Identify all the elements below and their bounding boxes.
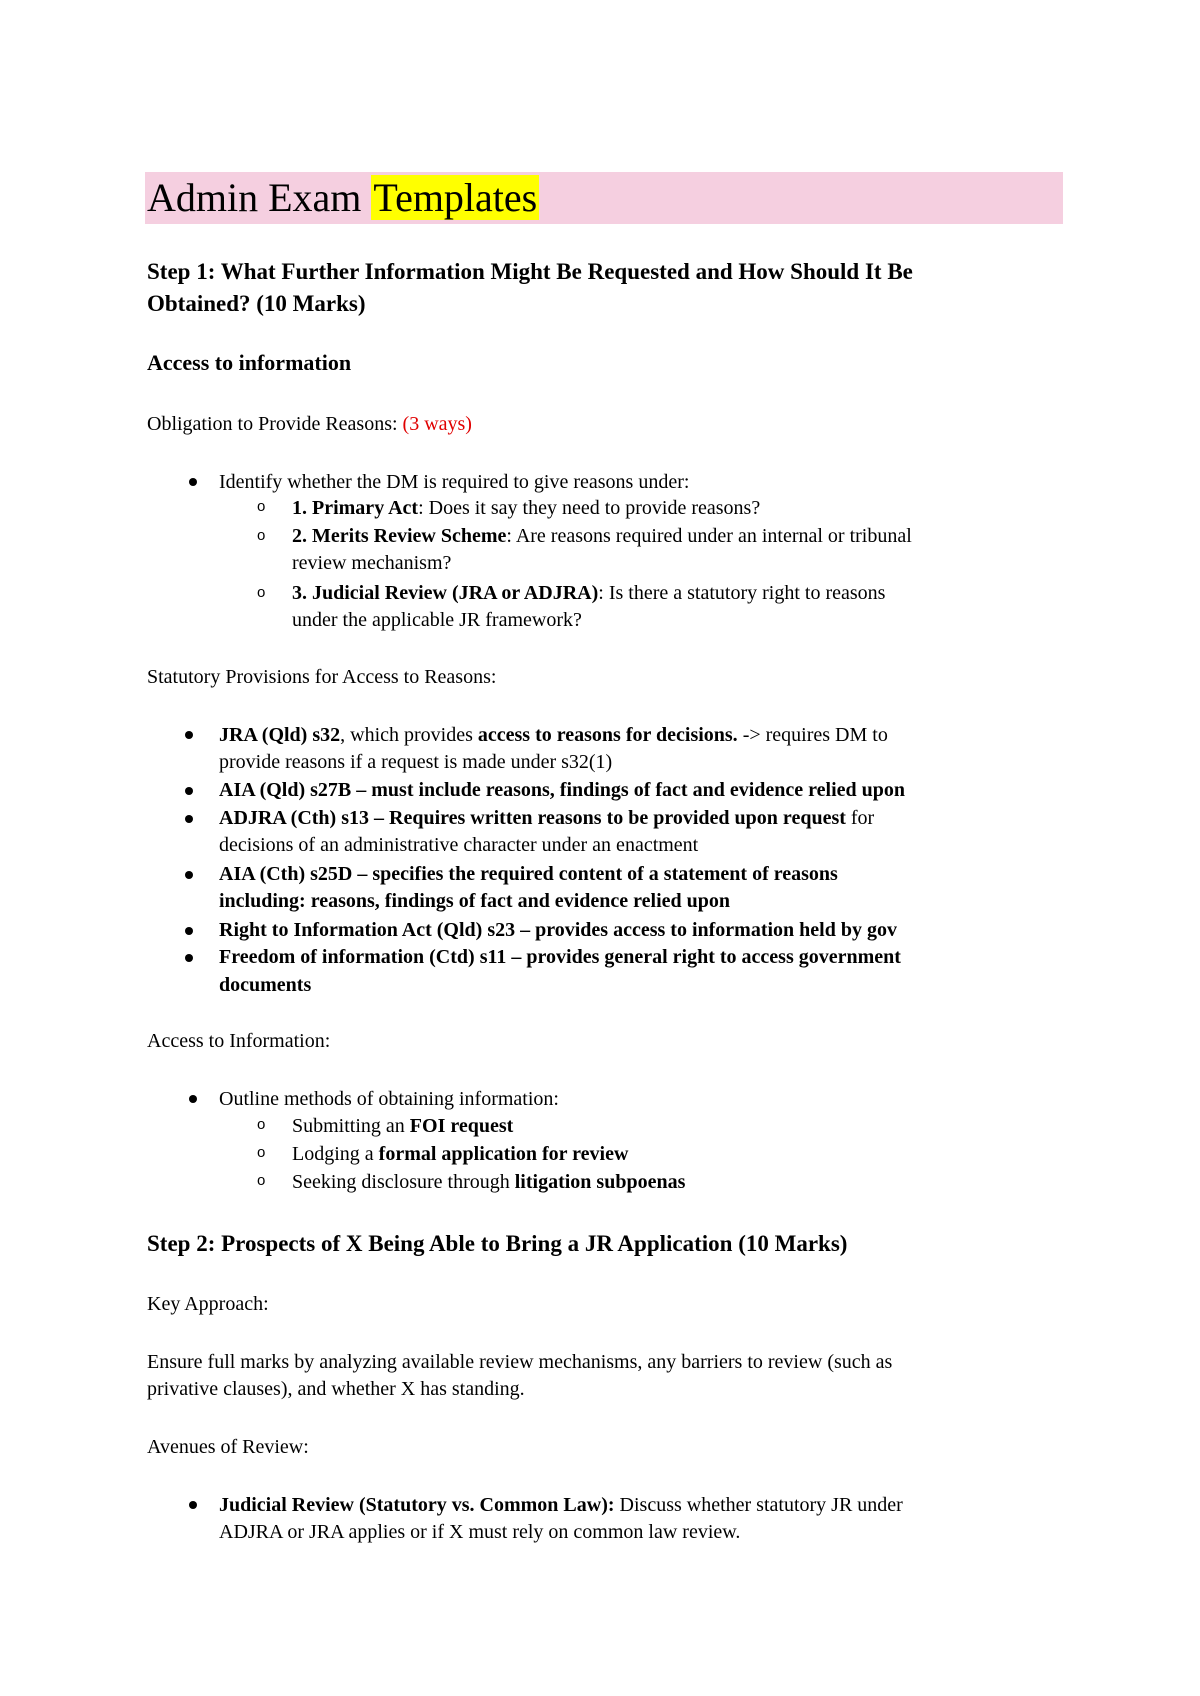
step2-heading: Step 2: Prospects of X Being Able to Bring a JR Application (10 Marks)	[147, 1231, 848, 1256]
statutory-item-6: Freedom of information (Ctd) s11 – provides general right to access government	[219, 946, 901, 968]
page-title	[147, 172, 539, 224]
statutory-item-6-line2: documents	[219, 974, 312, 996]
title-text: Admin Exam	[147, 175, 372, 220]
key-approach-line2: privative clauses), and whether X has standing.	[147, 1378, 525, 1400]
bullet-icon	[185, 815, 193, 823]
obligation-item-3: 3. Judicial Review (JRA or ADJRA): Is there a statutory right to reasons	[292, 582, 886, 604]
access-info-intro: Outline methods of obtaining information:	[219, 1088, 559, 1110]
statutory-item-4-line2: including: reasons, findings of fact and evidence relied upon	[219, 890, 730, 912]
sub-bullet-icon: o	[257, 498, 266, 515]
statutory-item-3-line2: decisions of an administrative character under an enactment	[219, 834, 699, 856]
statutory-item-2: AIA (Qld) s27B – must include reasons, findings of fact and evidence relied upon	[219, 779, 906, 801]
bullet-icon	[185, 871, 193, 879]
statutory-label: Statutory Provisions for Access to Reasons:	[147, 666, 497, 688]
key-approach-line1: Ensure full marks by analyzing available review mechanisms, any barriers to review (such as	[147, 1351, 893, 1373]
obligation-label: Obligation to Provide Reasons: (3 ways)	[147, 413, 472, 435]
bullet-icon	[189, 1095, 197, 1103]
bullet-icon	[189, 478, 197, 486]
sub-bullet-icon: o	[257, 584, 266, 601]
avenues-item-1-line2: ADJRA or JRA applies or if X must rely on common law review.	[219, 1521, 741, 1543]
step1-heading-line1: Step 1: What Further Information Might Be Requested and How Should It Be	[147, 259, 913, 284]
sub-bullet-icon: o	[257, 527, 266, 544]
bullet-icon	[185, 954, 193, 962]
access-info-item-3: Seeking disclosure through litigation subpoenas	[292, 1171, 686, 1193]
obligation-item-1: 1. Primary Act: Does it say they need to provide reasons?	[292, 497, 761, 519]
obligation-item-2-line2: review mechanism?	[292, 552, 452, 574]
access-info-label: Access to Information:	[147, 1030, 331, 1052]
statutory-item-3: ADJRA (Cth) s13 – Requires written reasons to be provided upon request for	[219, 807, 875, 829]
statutory-item-1-line2: provide reasons if a request is made under s32(1)	[219, 751, 613, 773]
statutory-item-4: AIA (Cth) s25D – specifies the required content of a statement of reasons	[219, 863, 838, 885]
sub-bullet-icon: o	[257, 1172, 266, 1189]
access-info-item-1: Submitting an FOI request	[292, 1115, 514, 1137]
avenues-label: Avenues of Review:	[147, 1436, 309, 1458]
step1-heading-line2: Obtained? (10 Marks)	[147, 291, 366, 316]
title-highlighted-word: Templates	[373, 175, 538, 220]
obligation-item-2: 2. Merits Review Scheme: Are reasons required under an internal or tribunal	[292, 525, 912, 547]
obligation-intro: Identify whether the DM is required to give reasons under:	[219, 471, 690, 493]
bullet-icon	[185, 927, 193, 935]
access-to-information-heading: Access to information	[147, 350, 352, 375]
sub-bullet-icon: o	[257, 1144, 266, 1161]
avenues-item-1: Judicial Review (Statutory vs. Common Law): Discuss whether statutory JR under	[219, 1494, 903, 1516]
statutory-item-5: Right to Information Act (Qld) s23 – provides access to information held by gov	[219, 919, 897, 941]
bullet-icon	[185, 787, 193, 795]
key-approach-label: Key Approach:	[147, 1293, 269, 1315]
obligation-count: (3 ways)	[402, 413, 472, 435]
obligation-item-3-line2: under the applicable JR framework?	[292, 609, 582, 631]
bullet-icon	[185, 731, 193, 739]
sub-bullet-icon: o	[257, 1116, 266, 1133]
statutory-item-1: JRA (Qld) s32, which provides access to reasons for decisions. -> requires DM to	[219, 724, 888, 746]
bullet-icon	[189, 1501, 197, 1509]
access-info-item-2: Lodging a formal application for review	[292, 1143, 629, 1165]
